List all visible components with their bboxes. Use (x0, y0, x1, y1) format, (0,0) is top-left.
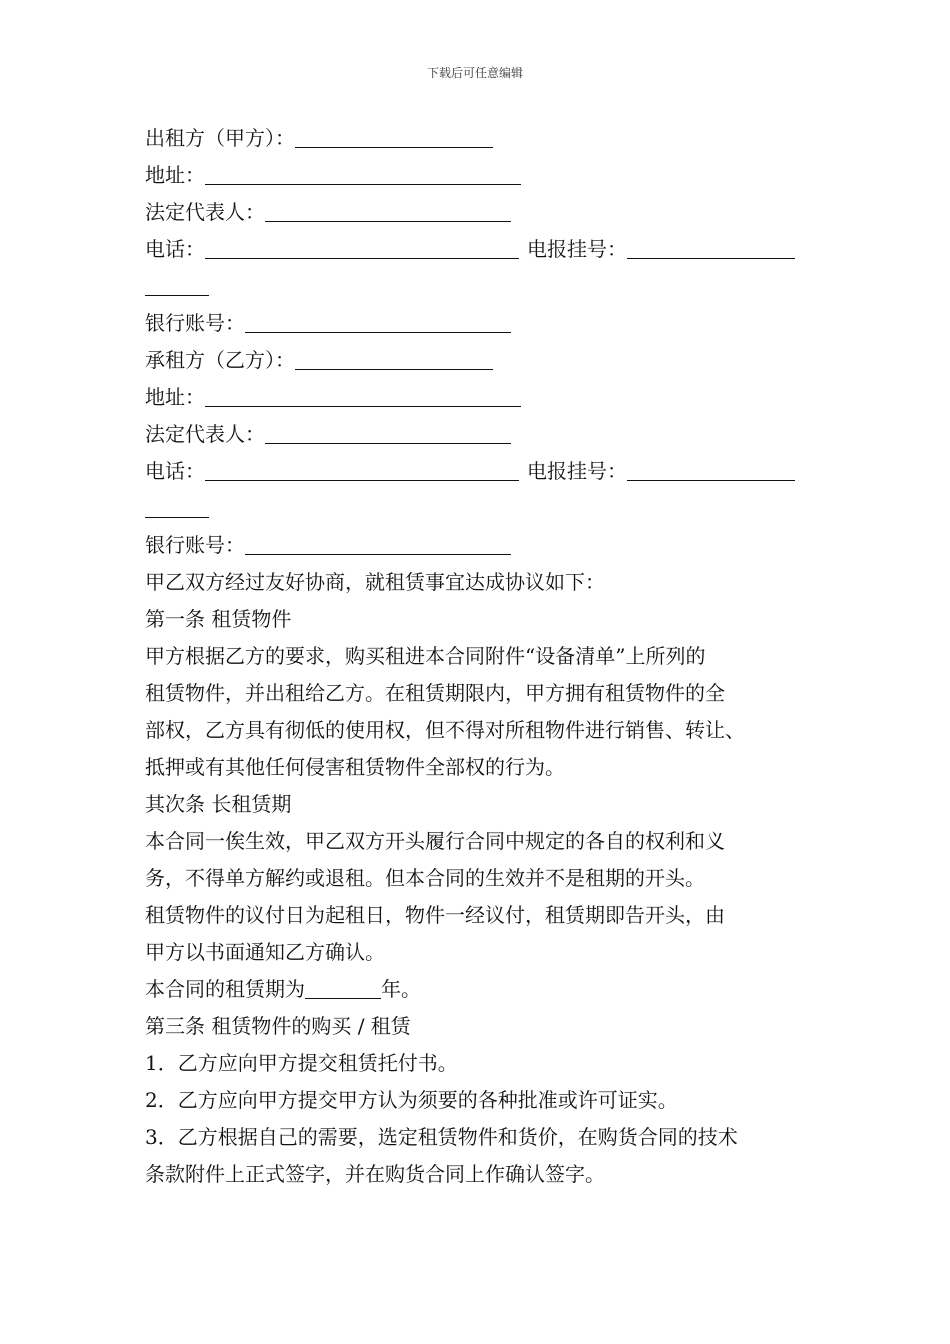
article-2-line: 本合同一俟生效，甲乙双方开头履行合同中规定的各自的权利和义 (145, 829, 725, 853)
party-b-rep-row (145, 416, 835, 453)
party-a-name-label: 出租方（甲方）： (145, 126, 295, 150)
party-a-rep-row (145, 194, 835, 231)
article-3-item-3 (145, 1119, 835, 1193)
party-a-telegram-blank-continued[interactable] (145, 273, 209, 296)
article-3-item-3-line: 条款附件上正式签字，并在购货合同上作确认签字。 (145, 1162, 605, 1186)
lease-term-blank[interactable] (305, 976, 381, 999)
party-a-telegram-continued (145, 268, 835, 305)
party-b-phone-blank[interactable] (205, 458, 519, 481)
party-b-name-row (145, 342, 835, 379)
party-b-phone-row (145, 453, 835, 490)
party-b-address-label: 地址： (145, 385, 205, 409)
party-a-address-row (145, 157, 835, 194)
party-b-address-blank[interactable] (205, 384, 521, 407)
contract-body (145, 120, 835, 1193)
article-3-item-3-line: 3．乙方根据自己的需要，选定租赁物件和货价，在购货合同的技术 (145, 1125, 738, 1149)
party-b-phone-label: 电话： (145, 459, 205, 483)
party-b-telegram-label: 电报挂号： (527, 459, 627, 483)
party-b-bank-label: 银行账号： (145, 533, 245, 557)
lease-term-prefix: 本合同的租赁期为 (145, 977, 305, 1001)
party-b-bank-blank[interactable] (245, 532, 511, 555)
article-2-title: 其次条 长租赁期 (145, 792, 292, 816)
party-a-address-blank[interactable] (205, 162, 521, 185)
party-a-address-label: 地址： (145, 163, 205, 187)
article-1-line: 租赁物件，并出租给乙方。在租赁期限内，甲方拥有租赁物件的全 (145, 681, 725, 705)
party-a-telegram-label: 电报挂号： (527, 237, 627, 261)
party-b-telegram-continued (145, 490, 835, 527)
party-b-rep-blank[interactable] (265, 421, 511, 444)
article-1-line: 部权，乙方具有彻低的使用权，但不得对所租物件进行销售、转让、 (145, 718, 745, 742)
party-b-name-blank[interactable] (295, 347, 493, 370)
party-b-address-row (145, 379, 835, 416)
party-a-rep-label: 法定代表人： (145, 200, 265, 224)
party-a-name-blank[interactable] (295, 125, 493, 148)
party-a-phone-row (145, 231, 835, 268)
party-b-bank-row (145, 527, 835, 564)
party-b-name-label: 承租方（乙方）： (145, 348, 295, 372)
article-3-item-1: 1．乙方应向甲方提交租赁托付书。 (145, 1051, 458, 1075)
party-a-phone-blank[interactable] (205, 236, 519, 259)
article-2-line: 甲方以书面通知乙方确认。 (145, 940, 385, 964)
lease-term-row (145, 971, 835, 1008)
article-1-line: 甲方根据乙方的要求，购买租进本合同附件“设备清单”上所列的 (145, 644, 706, 668)
party-a-telegram-blank[interactable] (627, 236, 795, 259)
lease-term-suffix: 年。 (381, 977, 421, 1001)
party-a-bank-row (145, 305, 835, 342)
article-2-line: 租赁物件的议付日为起租日，物件一经议付，租赁期即告开头，由 (145, 903, 725, 927)
party-b-rep-label: 法定代表人： (145, 422, 265, 446)
page-header: 下载后可任意编辑 (426, 66, 523, 80)
party-b-telegram-blank[interactable] (627, 458, 795, 481)
article-3-item-2: 2．乙方应向甲方提交甲方认为须要的各种批准或许可证实。 (145, 1088, 678, 1112)
article-2-paragraph-2 (145, 897, 835, 971)
party-a-bank-blank[interactable] (245, 310, 511, 333)
article-2-paragraph-1 (145, 823, 835, 897)
article-1-body (145, 638, 835, 786)
intro-text: 甲乙双方经过友好协商，就租赁事宜达成协议如下： (145, 570, 605, 594)
party-a-rep-blank[interactable] (265, 199, 511, 222)
article-2-line: 务，不得单方解约或退租。但本合同的生效并不是租期的开头。 (145, 866, 705, 890)
article-3-title: 第三条 租赁物件的购买 / 租赁 (145, 1014, 411, 1038)
party-a-name-row (145, 120, 835, 157)
party-a-bank-label: 银行账号： (145, 311, 245, 335)
party-b-telegram-blank-continued[interactable] (145, 495, 209, 518)
party-a-phone-label: 电话： (145, 237, 205, 261)
article-1-title: 第一条 租赁物件 (145, 607, 292, 631)
article-1-line: 抵押或有其他任何侵害租赁物件全部权的行为。 (145, 755, 565, 779)
